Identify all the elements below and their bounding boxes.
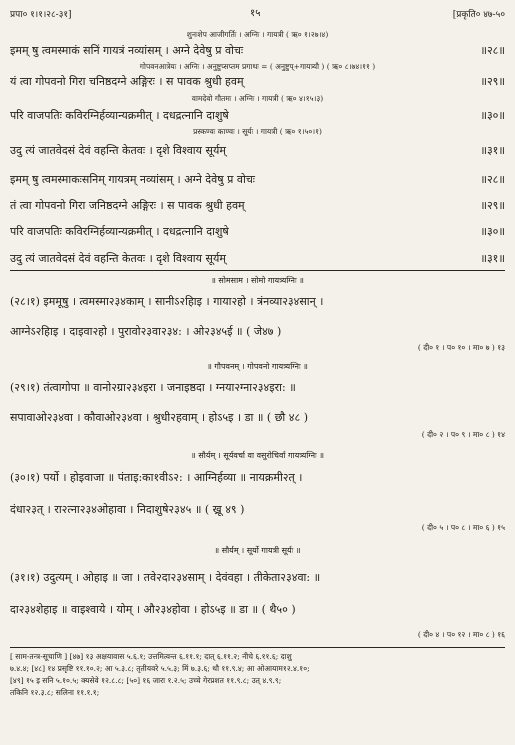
- footnote-rule: [10, 647, 505, 648]
- pada-line: [10, 224, 505, 239]
- saman-line: (२८।१) इममूषु । त्वमस्मा२३४काम् । सानीऽ२हिाइ । गाया२हो । त्रंनव्या२३४सान् ।: [10, 295, 324, 308]
- saman-line: सपावाओ२३४वा । कौवाओ२३४वा । श्रुधी२हवाम् । होऽ५इ । डा ॥ ( छौ ४८ ): [10, 411, 309, 424]
- page-header: [10, 5, 505, 21]
- verse-text: [10, 43, 505, 58]
- footnote-line: [४९] १५ इ सनि ५.१०.५; क्यसेवे १२.८.८; [५०] १६ जारा १.२.५; उच्चे गेरप्रशत ११.९.८; उत् ४.९.९;: [10, 676, 282, 685]
- saman-title: ॥ गौपवनम् । गोपवनो गायत्र्यग्निः ॥: [207, 362, 308, 371]
- pada-line: [10, 251, 505, 266]
- pada-text: तं त्वा गोपवनो गिरा जनिष्ठदग्ने अङ्गिरः । स पावक श्रुधी हवम्: [10, 199, 245, 212]
- saman-meta: ( दी० २ । प० ९ । मा० ८ ) १४: [421, 430, 505, 439]
- saman-meta: ( दी० ५ । प० ८ । मा० ६ ) १५: [421, 523, 505, 532]
- verse-number: ॥३०॥: [480, 109, 505, 122]
- pada-text: उदु त्यं जातवेदसं देवं वहन्ति केतवः । दृशे विश्वाय सूर्यम्: [10, 252, 226, 265]
- saman-title: ॥ सोमसाम । सोमो गायत्र्यग्निः ॥: [211, 276, 304, 285]
- verse-text: [10, 74, 505, 89]
- pada-text: इमम् षु त्वमस्माकःसनिम् गायत्रम् नव्यांसम् । अग्ने देवेषु प्र वोचः: [10, 173, 256, 186]
- saman-line: (३१।१) उदुत्यम् । ओहाइ ॥ जा । तवे२दा२३४साम् । देवंवहा । तीकेता२३४वा: ॥: [10, 571, 321, 584]
- verse-text: [10, 108, 505, 123]
- saman-meta: ( दी० १ । प० १० । मा० ७ ) १३: [417, 343, 505, 352]
- pada-number: ॥२८॥: [480, 173, 505, 186]
- footnote-line: ७.४.४; [४८] १४ प्रसृष्टि ११.१०.२; आ ५.३.८; तृतीयवरे ५.५.३; मिं ७.३.६; थौ ११.९.४; आ ओआयाम१२.४.१०;: [10, 664, 310, 673]
- verse-line: उदु त्यं जातवेदसं देवं वहन्ति केतवः । दृशे विश्वाय सूर्यम्: [10, 144, 226, 157]
- pada-line: [10, 172, 505, 187]
- pada-number: ॥३१॥: [480, 252, 505, 265]
- saman-line: (२९।१) तंत्वागोपा ॥ वानो२ग्रा२३४इरा । जनाइष्ठदा । ग्नया२ग्ना२३४इरा: ॥: [10, 381, 296, 394]
- verse-caption: शुनःशेप आजीगर्तिः । अग्निः । गायत्री ( ऋ० १।२७।४): [186, 30, 329, 39]
- saman-line: (३०।१) पर्यो । होइवाजा ॥ पंताइ:का१वीऽ२: । आग्निर्हव्या ॥ नायक्रमी२त् ।: [10, 471, 303, 484]
- verse-text: [10, 143, 505, 158]
- saman-line: आग्नेऽ२हिाइ । दाइवा२हो । पुरावो२३वा२३४: । ओ२३४५ई ॥ ( जे४७ ): [10, 325, 282, 338]
- verse-number: ॥३१॥: [480, 144, 505, 157]
- verse-number: ॥२९॥: [480, 75, 505, 88]
- saman-title: ॥ सौर्यम् । सूर्यवर्चा वा वसुरोचिर्वा गायत्र्यग्निः ॥: [190, 451, 324, 460]
- verse-line: परि वाजपतिः कविरग्निर्हव्यान्यक्रमीत् । दधद्रत्नानि दाशुषे: [10, 109, 229, 122]
- verse-line: यं त्वा गोपवनो गिरा चनिष्ठदग्ने अङ्गिरः । स पावक श्रुधी हवम्: [10, 75, 244, 88]
- page-number: १५: [250, 8, 261, 19]
- saman-line: दा२३४शेहाइ ॥ वाइश्वाये । योम् । औ२३४होवा । होऽ५इ ॥ डा ॥ ( थै५० ): [10, 603, 296, 616]
- saman-line: दंधा२३त् । रा२त्ना२३४ओहावा । निदाशुषे२३४५ ॥ ( ख्रू ४९ ): [10, 503, 245, 516]
- pada-number: ॥२९॥: [480, 199, 505, 212]
- header-right: [प्रकृति० ४७-५०: [452, 10, 505, 20]
- header-left: प्रपा० १।१।२८-३१]: [10, 10, 72, 20]
- verse-caption: गोपवनआत्रेयः । अग्निः । अनुष्टुप्सप्तम प्रगाथः = ( अनुष्टुप्+गायत्र्यौ ) ( ऋ० ८।७४।११ ): [139, 62, 376, 71]
- verse-number: ॥२८॥: [480, 44, 505, 57]
- footnote-line: तकिनि १२.३.८; सलिना ११.१.१;: [10, 688, 100, 697]
- saman-title: ॥ सौर्यम् । सूर्यो गायत्री सूर्यः ॥: [214, 546, 301, 555]
- pada-text: परि वाजपतिः कविरग्निर्हव्यान्यक्रमीत् । दधद्रत्नानि दाशुषे: [10, 225, 229, 238]
- section-rule: [10, 270, 505, 271]
- verse-line: इमम् षु त्वमस्माकं सनिं गायत्रं नव्यांसम् । अग्ने देवेषु प्र वोचः: [10, 44, 244, 57]
- pada-number: ॥३०॥: [480, 225, 505, 238]
- saman-meta: ( दी० ४ । प० १२ । मा० ८ ) १६: [417, 630, 505, 639]
- pada-line: [10, 198, 505, 213]
- verse-caption: प्रस्कण्वः काण्वः । सूर्यः । गायत्री ( ऋ० १।५०।१): [193, 127, 322, 136]
- verse-caption: वामदेवो गौतमः । अग्निः । गायत्री ( ऋ० ४।१५।३): [191, 94, 324, 103]
- footnote-line: [ साम-तन्त्र-सूचाणि ] [४७] १३ अक्षयावास ५.६.१; उत्तमित्वन्त ६.११.१; दात् ६.११.२; नीचे ६.११.६; दाशु: [10, 652, 292, 661]
